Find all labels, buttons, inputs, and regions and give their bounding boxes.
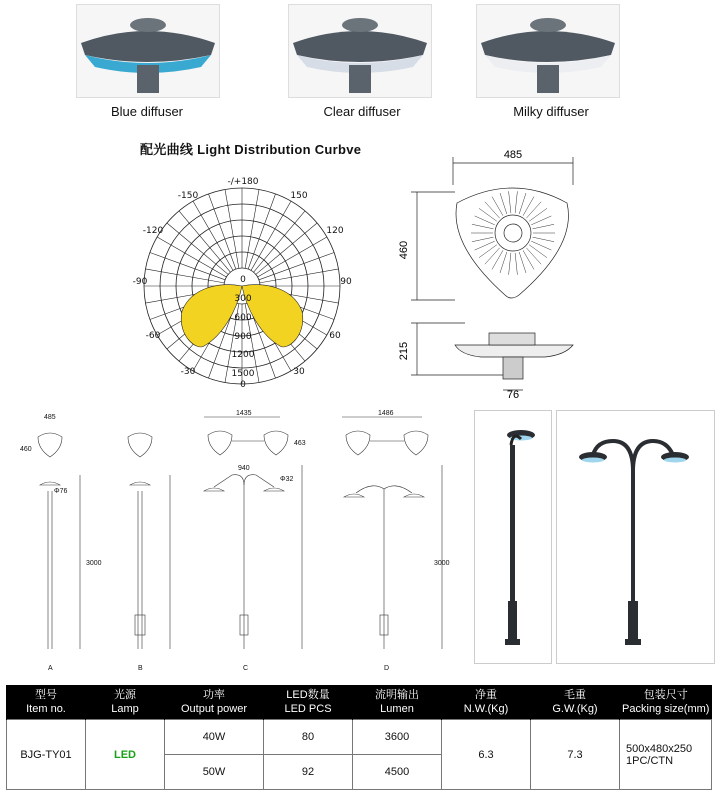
lamp-cell: LED — [86, 720, 165, 790]
header-packing: 包装尺寸 Packing size(mm) — [620, 685, 712, 720]
radial-label-900: 900 — [234, 332, 252, 342]
dim-depth-label: 460 — [398, 240, 410, 260]
radial-label-0: 0 — [240, 275, 246, 285]
drawing-letter-a: A — [48, 665, 53, 672]
header-lamp: 光源 Lamp — [86, 685, 165, 720]
packing-cell — [620, 720, 712, 790]
milky-diffuser-photo — [476, 4, 620, 98]
drawing-note-phi32: Φ32 — [280, 476, 294, 483]
drawing-letter-b: B — [138, 665, 143, 672]
blue-diffuser-caption: Blue diffuser — [110, 104, 184, 119]
drawing-note-3000-d: 3000 — [434, 560, 450, 567]
header-led-pcs: LED数量 LED PCS — [264, 685, 353, 720]
packing-qty: 1PC/CTN — [626, 754, 674, 767]
header-power: 功率 Output power — [165, 685, 264, 720]
angle-label-neg150: -150 — [177, 191, 199, 201]
drawing-note-1435: 1435 — [236, 410, 252, 417]
milky-diffuser-caption: Milky diffuser — [513, 104, 589, 119]
spec-table — [6, 685, 712, 790]
dim-width-label: 485 — [503, 149, 523, 161]
dim-pole-label: 76 — [506, 389, 520, 400]
double-pole-photo — [556, 410, 715, 664]
led-pcs-cell: 92 — [264, 755, 353, 790]
drawing-note-phi76: Φ76 — [54, 488, 68, 495]
packing-size: 500x480x250 — [626, 742, 693, 755]
drawing-note-485: 485 — [44, 414, 56, 421]
angle-label-30: 30 — [293, 367, 305, 377]
angle-label-neg90: -90 — [132, 277, 148, 287]
angle-label-0: 0 — [240, 380, 246, 390]
radial-label-300: 300 — [234, 294, 252, 304]
drawing-letter-d: D — [384, 665, 390, 672]
dimension-drawing — [395, 145, 595, 400]
power-cell: 40W — [165, 720, 264, 755]
header-item-no: 型号 Item no. — [7, 685, 86, 720]
drawing-note-3000: 3000 — [86, 560, 102, 567]
led-pcs-cell: 80 — [264, 720, 353, 755]
angle-label-150: 150 — [290, 191, 308, 201]
clear-diffuser-caption: Clear diffuser — [323, 104, 401, 119]
angle-label-90: 90 — [340, 277, 352, 287]
curve-title: 配光曲线 Light Distribution Curbve — [140, 142, 362, 157]
header-gw: 毛重 G.W.(Kg) — [531, 685, 620, 720]
drawing-note-460: 460 — [20, 446, 32, 453]
angle-label-neg60: -60 — [145, 331, 161, 341]
header-lumen: 流明输出 Lumen — [353, 685, 442, 720]
polar-top-label: -/+180 — [227, 177, 259, 187]
header-nw: 净重 N.W.(Kg) — [442, 685, 531, 720]
drawing-letter-c: C — [243, 665, 249, 672]
angle-label-120: 120 — [326, 226, 344, 236]
nw-cell: 6.3 — [442, 720, 531, 790]
drawing-note-1486: 1486 — [378, 410, 394, 417]
radial-label-1200: 1200 — [231, 350, 255, 360]
single-pole-photo — [474, 410, 552, 664]
radial-label-1500: 1500 — [231, 369, 255, 379]
gw-cell: 7.3 — [531, 720, 620, 790]
lumen-cell: 4500 — [353, 755, 442, 790]
table-row — [7, 720, 712, 755]
angle-label-neg30: -30 — [180, 367, 196, 377]
lumen-cell: 3600 — [353, 720, 442, 755]
dim-height-label: 215 — [398, 341, 410, 361]
drawing-note-940: 940 — [238, 465, 250, 472]
power-cell: 50W — [165, 755, 264, 790]
radial-label-600: 600 — [234, 313, 252, 323]
angle-label-60: 60 — [329, 331, 341, 341]
angle-label-neg120: -120 — [142, 226, 164, 236]
pole-drawings — [18, 405, 458, 673]
drawing-note-463: 463 — [294, 440, 306, 447]
clear-diffuser-photo — [288, 4, 432, 98]
item-no-cell: BJG-TY01 — [7, 720, 86, 790]
blue-diffuser-photo — [76, 4, 220, 98]
